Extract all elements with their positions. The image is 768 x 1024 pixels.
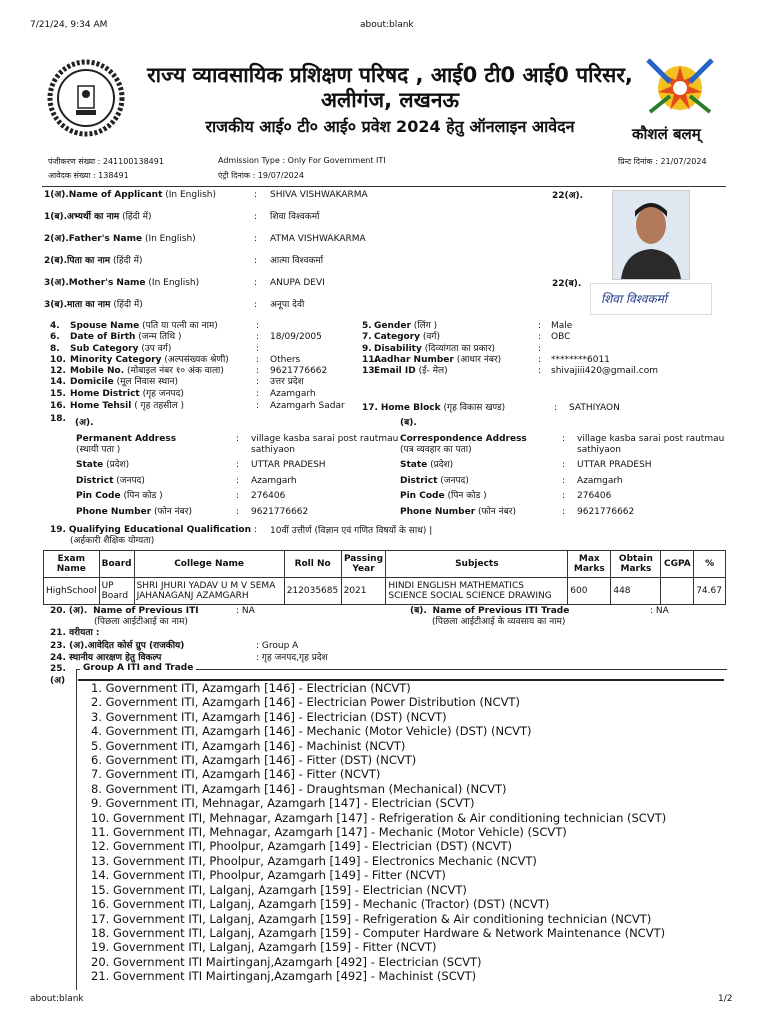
colon: : (256, 332, 260, 342)
home-block: SATHIYAON (569, 403, 620, 413)
detail-value: ********6011 (551, 355, 610, 365)
colon: : (236, 507, 240, 517)
address-value: 276406 (251, 491, 286, 501)
address-value: Azamgarh (577, 476, 623, 486)
colon: : (236, 491, 240, 501)
address-label: Pin Code (पिन कोड ) (76, 491, 163, 501)
detail-value: 18/09/2005 (270, 332, 322, 342)
father-name: ATMA VISHWAKARMA (270, 234, 366, 244)
home-block-label: 17. Home Block (गृह विकास खण्ड) (362, 403, 506, 413)
local-reservation-value: : गृह जनपद,गृह प्रदेश (256, 653, 328, 663)
address-label: State (प्रदेश) (76, 460, 130, 470)
address-num: 18. (50, 414, 66, 424)
address-label: Phone Number (फोन नंबर) (400, 507, 516, 517)
detail-label: 10. Minority Category (अल्पसंख्यक श्रेणी) (50, 355, 229, 365)
prev-iti-value: : NA (236, 606, 255, 616)
page-title: राज्य व्यावसायिक प्रशिक्षण परिषद , आई0 टी0 आई0 परिसर, अलीगंज, लखनऊ (147, 63, 633, 112)
address-value: village kasba sarai post rautmau sathiyaon (251, 434, 399, 455)
local-reservation-label: 24. स्थानीय आरक्षण हेतु विकल्प (50, 653, 162, 663)
signature: शिवा विश्वकर्मा (590, 283, 712, 315)
registration-number: पंजीकरण संख्या : 241100138491 (48, 157, 164, 166)
address-value: 9621776662 (251, 507, 309, 517)
list-item: 21. Government ITI Mairtinganj,Azamgarh [492] - Machinist (SCVT) (91, 969, 477, 984)
list-item: 6. Government ITI, Azamgarh [146] - Fitter (DST) (NCVT) (91, 753, 417, 768)
list-item: 12. Government ITI, Phoolpur, Azamgarh [149] - Electrician (DST) (NCVT) (91, 839, 513, 854)
prev-trade-label: (ब). Name of Previous ITI Trade (पिछला आईटीआई के व्यवसाय का नाम) (410, 606, 570, 627)
page-number: 1/2 (718, 994, 733, 1004)
detail-label: 6. Date of Birth (जन्म तिथि ) (50, 332, 182, 342)
father-name-hindi-label: 2(ब).पिता का नाम (हिंदी में) (44, 256, 143, 266)
list-item: 5. Government ITI, Azamgarh [146] - Machinist (NCVT) (91, 738, 406, 753)
prev-iti-label: 20. (अ). Name of Previous ITI (पिछला आईटीआई का नाम) (50, 606, 199, 627)
colon: : (538, 344, 542, 354)
detail-value: Others (270, 355, 301, 365)
address-label: Pin Code (पिन कोड ) (400, 491, 487, 501)
detail-value: 9621776662 (270, 366, 328, 376)
table-header-cell: % (694, 551, 726, 578)
colon: : (254, 300, 258, 310)
table-cell: 74.67 (694, 578, 726, 605)
detail-label: 7. Category (वर्ग) (362, 332, 440, 342)
address-label: Phone Number (फोन नंबर) (76, 507, 192, 517)
table-cell: UP Board (99, 578, 134, 605)
address-label: District (जनपद) (400, 476, 469, 486)
table-cell: 448 (611, 578, 661, 605)
course-group-label: 23. (अ).आवेदित कोर्स ग्रुप (राजकीय) (50, 641, 185, 651)
address-value: 9621776662 (577, 507, 635, 517)
preference-label: 21. वरीयता : (50, 628, 100, 638)
page-subtitle: राजकीय आई० टी० आई० प्रवेश 2024 हेतु ऑनलाइन आवेदन (205, 117, 575, 136)
print-date: प्रिन्ट दिनांक : 21/07/2024 (618, 157, 707, 166)
trade-section-num: 25. (50, 664, 66, 674)
father-name-hindi: आत्मा विश्वकर्मा (270, 256, 324, 266)
print-url-top: about:blank (360, 20, 414, 30)
hindi-name-label: 1(ब).अभ्यर्थी का नाम (हिंदी में) (44, 212, 152, 222)
list-item: 8. Government ITI, Azamgarh [146] - Draughtsman (Mechanical) (NCVT) (91, 781, 507, 796)
detail-label: 4. Spouse Name (पति या पत्नी का नाम) (50, 321, 218, 331)
address-value: 276406 (577, 491, 612, 501)
photo-label: 22(अ). (552, 191, 584, 201)
table-header-cell: Board (99, 551, 134, 578)
colon: : (254, 190, 258, 200)
table-header-cell: Passing Year (341, 551, 386, 578)
colon: : (254, 278, 258, 288)
applicant-name-hindi: शिवा विश्वकर्मा (270, 212, 320, 222)
qualification-value: 10वीं उत्तीर्ण (विज्ञान एवं गणित विषयों के साथ) | (270, 526, 433, 536)
name-label: 1(अ).Name of Applicant (In English) (44, 190, 217, 200)
table-header-cell: Obtain Marks (611, 551, 661, 578)
list-item: 2. Government ITI, Azamgarh [146] - Electrician Power Distribution (NCVT) (91, 695, 520, 710)
colon: : (256, 401, 260, 411)
table-cell: 600 (568, 578, 611, 605)
colon: : (256, 366, 260, 376)
father-name-label: 2(अ).Father's Name (In English) (44, 234, 196, 244)
emblem-logo (46, 58, 126, 138)
trade-section-a: (अ) (50, 676, 66, 686)
detail-value: shivajiii420@gmail.com (551, 366, 658, 376)
list-item: 7. Government ITI, Azamgarh [146] - Fitter (NCVT) (91, 767, 381, 782)
colon: : (256, 389, 260, 399)
table-header-cell: Max Marks (568, 551, 611, 578)
qualification-label: 19. Qualifying Educational Qualification (अर्हकारी शैक्षिक योग्यता) (50, 525, 252, 546)
detail-value: OBC (551, 332, 571, 342)
colon: : (236, 434, 240, 444)
print-datetime: 7/21/24, 9:34 AM (30, 20, 108, 30)
list-item: 9. Government ITI, Mehnagar, Azamgarh [147] - Electrician (SCVT) (91, 796, 475, 811)
address-b: (ब). (400, 418, 417, 428)
address-value: village kasba sarai post rautmau sathiyaon (577, 434, 725, 455)
address-value: UTTAR PRADESH (251, 460, 326, 470)
colon: : (538, 355, 542, 365)
list-item: 15. Government ITI, Lalganj, Azamgarh [159] - Electrician (NCVT) (91, 882, 467, 897)
detail-label: 5. Gender (लिंग ) (362, 321, 438, 331)
detail-value: उत्तर प्रदेश (270, 377, 304, 387)
address-value: Azamgarh (251, 476, 297, 486)
trade-legend: Group A ITI and Trade (80, 663, 196, 673)
list-item: 3. Government ITI, Azamgarh [146] - Electrician (DST) (NCVT) (91, 709, 447, 724)
detail-label: 8. Sub Category (उप वर्ग) (50, 344, 172, 354)
mother-name-label: 3(अ).Mother's Name (In English) (44, 278, 200, 288)
list-item: 18. Government ITI, Lalganj, Azamgarh [159] - Computer Hardware & Network Maintenance (NCVT) (91, 925, 666, 940)
address-a: (अ). (75, 418, 94, 428)
list-item: 11. Government ITI, Mehnagar, Azamgarh [147] - Mechanic (Motor Vehicle) (SCVT) (91, 825, 567, 840)
applicant-photo (612, 190, 690, 280)
address-label: State (प्रदेश) (400, 460, 454, 470)
detail-label: 16. Home Tehsil ( गृह तहसील ) (50, 401, 185, 411)
table-header-cell: College Name (134, 551, 284, 578)
list-item: 16. Government ITI, Lalganj, Azamgarh [159] - Mechanic (Tractor) (DST) (NCVT) (91, 897, 550, 912)
table-cell: 2021 (341, 578, 386, 605)
colon: : (538, 321, 542, 331)
colon: : (254, 256, 258, 266)
detail-label: 13.Email ID (ई- मेल) (362, 366, 448, 376)
colon: : (562, 491, 566, 501)
course-group-value: : Group A (256, 641, 299, 651)
address-label: Permanent Address (स्थायी पता ) (76, 434, 177, 455)
detail-value: Azamgarh (270, 389, 316, 399)
kaushal-logo (640, 52, 720, 122)
detail-value: Azamgarh Sadar (270, 401, 345, 411)
admission-type: Admission Type : Only For Government ITI (218, 156, 386, 165)
list-item: 14. Government ITI, Phoolpur, Azamgarh [149] - Fitter (NCVT) (91, 868, 446, 883)
table-cell (661, 578, 694, 605)
colon: : (256, 377, 260, 387)
table-cell: HINDI ENGLISH MATHEMATICS SCIENCE SOCIAL SCIENCE DRAWING (386, 578, 568, 605)
list-item: 13. Government ITI, Phoolpur, Azamgarh [149] - Electronics Mechanic (NCVT) (91, 853, 537, 868)
colon: : (562, 507, 566, 517)
colon: : (256, 355, 260, 365)
colon: : (254, 525, 258, 535)
colon: : (256, 344, 260, 354)
list-item: 4. Government ITI, Azamgarh [146] - Mechanic (Motor Vehicle) (DST) (NCVT) (91, 724, 532, 739)
detail-label: 9. Disability (दिव्यांगता का प्रकार) (362, 344, 496, 354)
colon: : (254, 234, 258, 244)
colon: : (236, 460, 240, 470)
application-number: आवेदक संख्या : 138491 (48, 171, 129, 180)
colon: : (538, 332, 542, 342)
table-header-cell: Subjects (386, 551, 568, 578)
table-row (44, 578, 726, 605)
detail-label: 15. Home District (गृह जनपद) (50, 389, 184, 399)
address-value: UTTAR PRADESH (577, 460, 652, 470)
trade-list (78, 679, 724, 984)
table-cell: HighSchool (44, 578, 100, 605)
table-header-row (44, 551, 726, 578)
prev-trade-value: : NA (650, 606, 669, 616)
applicant-name: SHIVA VISHWAKARMA (270, 190, 368, 200)
colon: : (562, 434, 566, 444)
print-url-bottom: about:blank (30, 994, 84, 1004)
list-item: 10. Government ITI, Mehnagar, Azamgarh [147] - Refrigeration & Air conditioning technician (SCVT) (91, 810, 667, 825)
address-label: Correspondence Address (पत्र व्यवहार का पता) (400, 434, 527, 455)
colon: : (562, 476, 566, 486)
detail-label: 11.Aadhar Number (आधार नंबर) (362, 355, 502, 365)
mother-name: ANUPA DEVI (270, 278, 325, 288)
detail-label: 14. Domicile (मूल निवास स्थान) (50, 377, 178, 387)
list-item: 17. Government ITI, Lalganj, Azamgarh [159] - Refrigeration & Air conditioning technician (NCVT) (91, 911, 652, 926)
mother-name-hindi-label: 3(ब).माता का नाम (हिंदी में) (44, 300, 143, 310)
signature-label: 22(ब). (552, 279, 582, 289)
colon: : (562, 460, 566, 470)
mother-name-hindi: अनूपा देवी (270, 300, 305, 310)
list-item: 19. Government ITI, Lalganj, Azamgarh [159] - Fitter (NCVT) (91, 940, 437, 955)
colon: : (254, 212, 258, 222)
colon: : (538, 366, 542, 376)
list-item: 20. Government ITI Mairtinganj,Azamgarh [492] - Electrician (SCVT) (91, 954, 482, 969)
table-header-cell: Exam Name (44, 551, 100, 578)
colon: : (554, 403, 558, 413)
motto: कौशलं बलम् (632, 125, 701, 143)
list-item: 1. Government ITI, Azamgarh [146] - Electrician (NCVT) (91, 681, 411, 695)
colon: : (256, 321, 260, 331)
detail-value: Male (551, 321, 573, 331)
table-cell: 212035685 (284, 578, 341, 605)
table-cell: SHRI JHURI YADAV U M V SEMA JAHANAGANJ AZAMGARH (134, 578, 284, 605)
table-header-cell: CGPA (661, 551, 694, 578)
entry-date: एंट्री दिनांक : 19/07/2024 (218, 171, 304, 180)
detail-label: 12. Mobile No. (मोबाइल नंबर १० अंक वाला) (50, 366, 224, 376)
education-table (43, 550, 726, 605)
table-header-cell: Roll No (284, 551, 341, 578)
colon: : (236, 476, 240, 486)
address-label: District (जनपद) (76, 476, 145, 486)
